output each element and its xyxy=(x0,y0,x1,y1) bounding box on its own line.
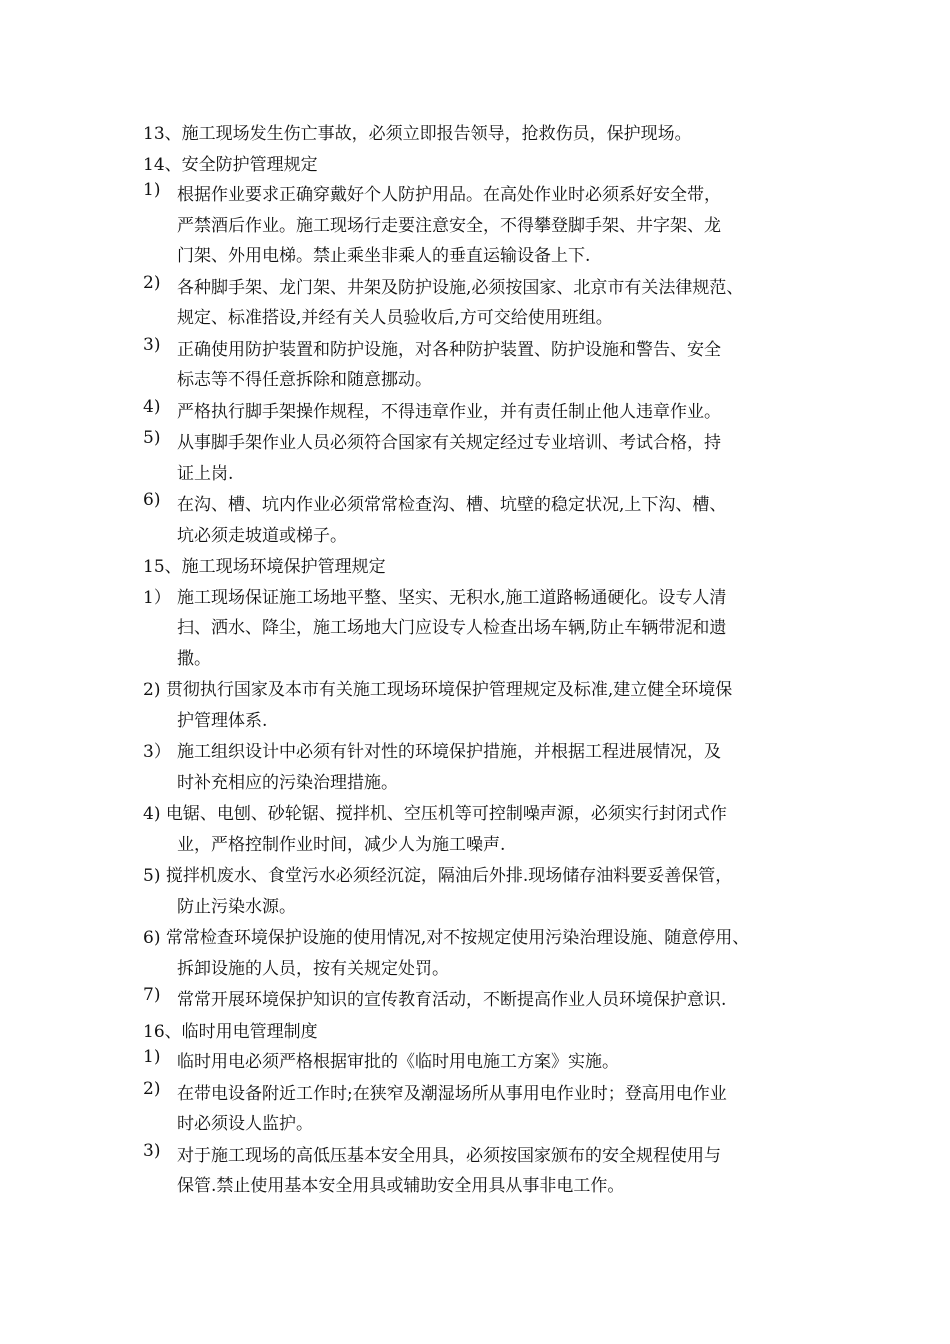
list-item-text-line: 严格执行脚手架操作规程，不得违章作业，并有责任制止他人违章作业。 xyxy=(177,401,721,422)
list-item-number: 5) xyxy=(143,428,161,448)
list-item-number: 7) xyxy=(143,985,161,1005)
list-item xyxy=(143,273,823,334)
list-item-number: 3) xyxy=(143,1140,161,1161)
list-item-text-line: 根据作业要求正确穿戴好个人防护用品。在高处作业时必须系好安全带， xyxy=(177,185,721,205)
section-heading: 14、安全防护管理规定 xyxy=(143,154,318,175)
list-item-text-line: 搅拌机废水、食堂污水必须经沉淀，隔油后外排.现场储存油料要妥善保管， xyxy=(165,866,733,886)
list-item-text-line: 坑必须走坡道或梯子。 xyxy=(177,525,347,546)
list-item-number: 6) xyxy=(143,490,161,510)
document-body xyxy=(143,119,823,1203)
list-item-text-line: 证上岗. xyxy=(177,463,234,484)
list-item-number: 3) xyxy=(143,334,161,355)
list-item-text-line: 对于施工现场的高低压基本安全用具，必须按国家颁布的安全规程使用与 xyxy=(177,1145,721,1166)
list-item xyxy=(143,335,823,396)
list-item xyxy=(143,428,823,489)
list-item-text-line: 在沟、槽、坑内作业必须常常检查沟、槽、坑壁的稳定状况,上下沟、槽、 xyxy=(177,495,727,515)
list-item-number: 4) xyxy=(143,396,161,417)
list-item-number: 3） xyxy=(143,742,171,762)
list-item-text-line: 保管.禁止使用基本安全用具或辅助安全用具从事非电工作。 xyxy=(177,1176,625,1196)
list-item-text-line: 护管理体系. xyxy=(177,710,268,731)
list-item-text-line: 在带电设备附近工作时;在狭窄及潮湿场所从事用电作业时；登高用电作业 xyxy=(177,1083,727,1104)
list-item-text-line: 从事脚手架作业人员必须符合国家有关规定经过专业培训、考试合格，持 xyxy=(177,433,721,453)
list-item-text-line: 临时用电必须严格根据审批的《临时用电施工方案》实施。 xyxy=(177,1052,619,1072)
list-item-number: 2) xyxy=(143,1078,161,1099)
list-item-number: 1) xyxy=(143,1047,161,1067)
list-item-text-line: 时必须设人监护。 xyxy=(177,1114,313,1134)
list-item xyxy=(143,799,823,860)
list-item xyxy=(143,923,823,984)
section-heading: 13、施工现场发生伤亡事故，必须立即报告领导，抢救伤员，保护现场。 xyxy=(143,124,692,144)
list-item-number: 5) xyxy=(143,866,161,886)
list-item-text-line: 拆卸设施的人员，按有关规定处罚。 xyxy=(177,958,449,979)
list-item xyxy=(143,583,823,675)
list-item xyxy=(143,861,823,922)
list-item-text-line: 严禁酒后作业。施工现场行走要注意安全，不得攀登脚手架、井字架、龙 xyxy=(177,215,721,236)
list-item xyxy=(143,490,823,551)
list-item-text-line: 门架、外用电梯。禁止乘坐非乘人的垂直运输设备上下. xyxy=(177,246,591,266)
list-item xyxy=(143,1141,823,1202)
list-item-text-line: 扫、洒水、降尘，施工场地大门应设专人检查出场车辆,防止车辆带泥和遗 xyxy=(177,618,727,638)
list-item-text-line: 各种脚手架、龙门架、井架及防护设施,必须按国家、北京市有关法律规范、 xyxy=(177,277,744,298)
list-item xyxy=(143,675,823,736)
list-item-text-line: 防止污染水源。 xyxy=(177,896,296,917)
list-item-text-line: 撒。 xyxy=(177,648,211,669)
list-item-number: 4) xyxy=(143,804,161,824)
section-heading: 16、临时用电管理制度 xyxy=(143,1021,318,1042)
list-item-number: 2) xyxy=(143,272,161,293)
list-item-number: 1) xyxy=(143,180,161,200)
list-item-number: 2) xyxy=(143,680,161,700)
section-heading: 15、施工现场环境保护管理规定 xyxy=(143,557,386,577)
list-item xyxy=(143,737,823,798)
list-item xyxy=(143,397,823,428)
list-item-number: 1） xyxy=(143,587,171,608)
list-item-text-line: 规定、标准搭设,并经有关人员验收后,方可交给使用班组。 xyxy=(177,308,613,328)
list-item-text-line: 常常检查环境保护设施的使用情况,对不按规定使用污染治理设施、随意停用、 xyxy=(165,928,750,948)
list-item xyxy=(143,180,823,272)
list-item-text-line: 时补充相应的污染治理措施。 xyxy=(177,772,398,793)
list-item-text-line: 标志等不得任意拆除和随意挪动。 xyxy=(177,370,432,390)
list-item-text-line: 贯彻执行国家及本市有关施工现场环境保护管理规定及标准,建立健全环境保 xyxy=(165,680,733,700)
list-item-number: 6) xyxy=(143,928,161,948)
list-item-text-line: 业，严格控制作业时间，减少人为施工噪声. xyxy=(177,834,506,855)
list-item-text-line: 电锯、电刨、砂轮锯、搅拌机、空压机等可控制噪声源，必须实行封闭式作 xyxy=(165,804,727,824)
list-item-text-line: 正确使用防护装置和防护设施，对各种防护装置、防护设施和警告、安全 xyxy=(177,339,721,360)
list-item-text-line: 施工组织设计中必须有针对性的环境保护措施，并根据工程进展情况，及 xyxy=(177,742,721,762)
list-item-text-line: 常常开展环境保护知识的宣传教育活动，不断提高作业人员环境保护意识. xyxy=(177,990,727,1010)
list-item xyxy=(143,985,823,1016)
list-item xyxy=(143,1047,823,1078)
list-item xyxy=(143,1079,823,1140)
list-item-text-line: 施工现场保证施工场地平整、坚实、无积水,施工道路畅通硬化。设专人清 xyxy=(177,587,727,608)
